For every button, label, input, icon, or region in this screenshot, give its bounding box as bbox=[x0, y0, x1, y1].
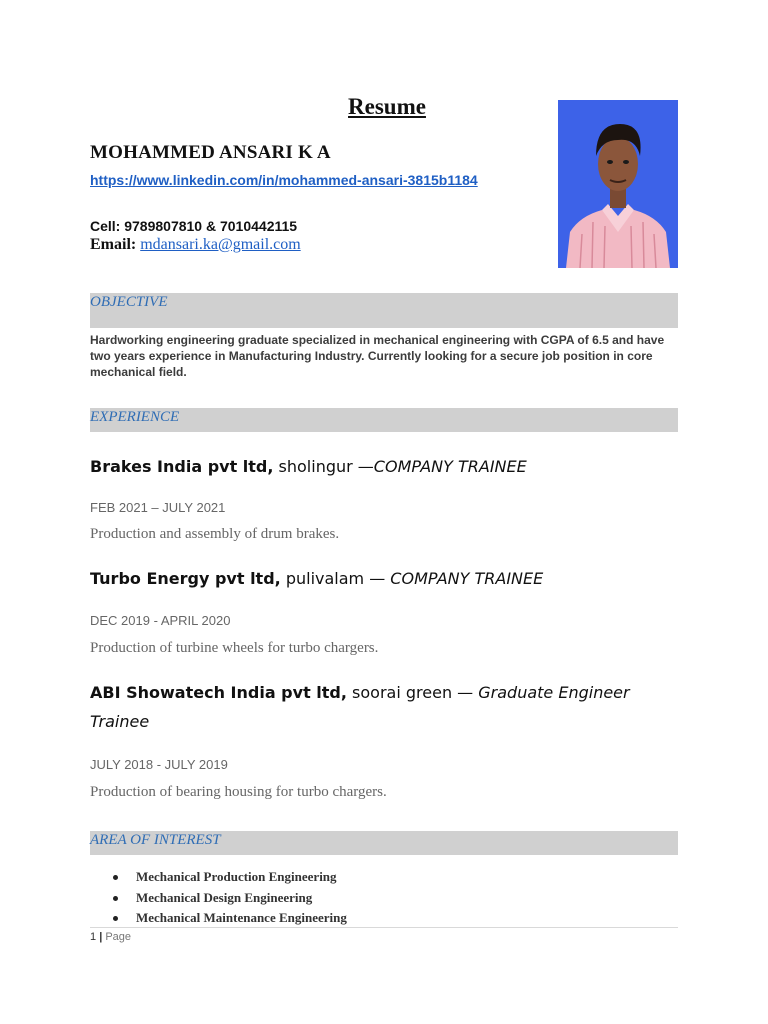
objective-band bbox=[90, 293, 678, 328]
bullet-icon bbox=[113, 896, 118, 901]
experience-heading: EXPERIENCE bbox=[90, 409, 180, 425]
job-role: COMPANY TRAINEE bbox=[373, 457, 527, 476]
job-role: Graduate Engineer Trainee bbox=[90, 683, 630, 731]
job-location: sholingur — bbox=[273, 457, 374, 476]
job-location: soorai green — bbox=[346, 683, 479, 702]
list-item bbox=[90, 888, 347, 909]
list-item-label: Mechanical Maintenance Engineering bbox=[136, 910, 347, 925]
interest-heading: AREA OF INTEREST bbox=[90, 832, 221, 848]
objective-text: Hardworking engineering graduate specialized in mechanical engineering with CGPA of 6.5 and have two years experience in Manufacturing Industry. Currently looking for a secure job position in core mechanical field. bbox=[90, 333, 665, 379]
profile-photo bbox=[558, 100, 678, 268]
list-item-label: Mechanical Production Engineering bbox=[136, 869, 337, 884]
job-dates-3: JULY 2018 - JULY 2019 bbox=[90, 757, 228, 772]
page-number: 1 bbox=[90, 931, 97, 943]
footer-separator: | bbox=[99, 931, 103, 943]
job-role: COMPANY TRAINEE bbox=[390, 569, 544, 588]
footer-divider bbox=[90, 927, 678, 928]
interest-list bbox=[90, 867, 347, 929]
page-label: Page bbox=[105, 931, 132, 943]
company-name: ABI Showatech India pvt ltd, bbox=[90, 683, 347, 702]
interest-band bbox=[90, 831, 678, 855]
linkedin-link[interactable]: https://www.linkedin.com/in/mohammed-ansari-3815b1184 bbox=[90, 172, 478, 188]
email-link[interactable]: mdansari.ka@gmail.com bbox=[140, 236, 301, 253]
job-description-3: Production of bearing housing for turbo chargers. bbox=[90, 784, 387, 800]
resume-title: Resume bbox=[348, 94, 426, 119]
job-dates-2: DEC 2019 - APRIL 2020 bbox=[90, 613, 231, 628]
list-item bbox=[90, 867, 347, 888]
list-item-label: Mechanical Design Engineering bbox=[136, 889, 313, 905]
list-item bbox=[90, 908, 347, 929]
candidate-name: MOHAMMED ANSARI K A bbox=[90, 142, 331, 163]
job-description-1: Production and assembly of drum brakes. bbox=[90, 526, 340, 542]
email-row bbox=[90, 236, 301, 254]
company-name: Turbo Energy pvt ltd, bbox=[90, 569, 281, 588]
job-dates-1: FEB 2021 – JULY 2021 bbox=[90, 500, 226, 515]
experience-band bbox=[90, 408, 678, 432]
company-name: Brakes India pvt ltd, bbox=[90, 457, 274, 476]
bullet-icon bbox=[113, 916, 118, 921]
cell-numbers: Cell: 9789807810 & 7010442115 bbox=[90, 218, 298, 234]
job-title-1 bbox=[90, 452, 680, 481]
job-title-2 bbox=[90, 564, 680, 593]
page-footer bbox=[90, 931, 131, 943]
job-description-2: Production of turbine wheels for turbo chargers. bbox=[90, 640, 379, 656]
bullet-icon bbox=[113, 875, 118, 880]
objective-heading: OBJECTIVE bbox=[90, 294, 168, 310]
job-location: pulivalam — bbox=[280, 569, 391, 588]
email-label: Email: bbox=[90, 236, 137, 253]
job-title-3 bbox=[90, 678, 680, 736]
